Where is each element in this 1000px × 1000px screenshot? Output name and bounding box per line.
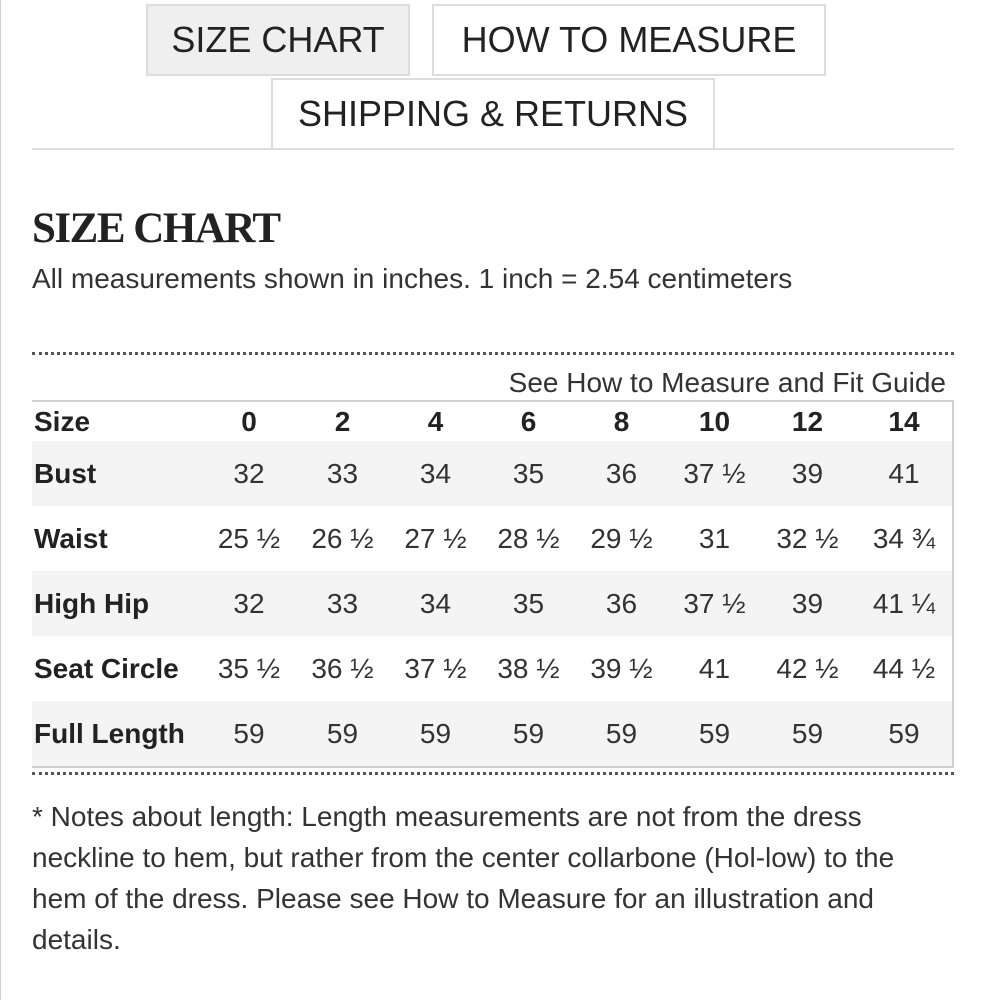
table-cell: 35 [482, 441, 575, 506]
size-header-cell: 8 [613, 405, 630, 437]
size-table [32, 402, 954, 766]
table-cell: 59 [761, 701, 854, 766]
table-cell: 36 [575, 441, 668, 506]
table-cell: 59 [296, 701, 389, 766]
size-header-cell: 10 [698, 405, 731, 437]
table-cell: 37 ½ [404, 652, 467, 684]
tab-shipping-returns[interactable]: SHIPPING & RETURNS [271, 78, 715, 150]
size-header-cell: 12 [791, 405, 824, 437]
section-title: SIZE CHART [32, 205, 280, 252]
table-row [32, 636, 954, 701]
length-note: * Notes about length: Length measurements are not from the dress neckline to hem, but rather from the center collarbone (Hol-low) to the hem of the dress. Please see How to Measure for an illustration and details. [32, 801, 895, 955]
table-cell: 33 [296, 571, 389, 636]
table-cell: 59 [668, 701, 761, 766]
size-header-cell: 6 [520, 405, 537, 437]
table-cell: 31 [698, 522, 731, 554]
row-label: Bust [32, 441, 202, 506]
table-cell: 41 ¼ [854, 571, 954, 636]
table-cell: 41 [854, 441, 954, 506]
table-cell: 41 [698, 652, 731, 684]
table-cell: 38 ½ [497, 652, 560, 684]
header-size-label: Size [34, 405, 91, 437]
table-cell: 33 [296, 441, 389, 506]
table-cell: 25 ½ [217, 522, 281, 554]
table-cell: 59 [202, 701, 296, 766]
table-cell: 27 ½ [404, 522, 467, 554]
table-cell: 59 [482, 701, 575, 766]
table-cell: 39 [761, 571, 854, 636]
table-cell: 37 ½ [668, 441, 761, 506]
table-cell: 32 [202, 571, 296, 636]
table-cell: 28 ½ [497, 522, 560, 554]
table-header-row [32, 402, 954, 441]
row-label: Full Length [32, 701, 202, 766]
size-table-frame [32, 400, 954, 768]
table-row [32, 701, 954, 766]
page-left-border [0, 0, 1, 1000]
size-header-cell: 4 [427, 405, 444, 437]
table-cell: 36 [575, 571, 668, 636]
table-cell: 42 ½ [776, 652, 839, 684]
fit-guide-link[interactable]: See How to Measure and Fit Guide [508, 367, 946, 398]
table-cell: 36 ½ [311, 652, 374, 684]
table-cell: 59 [575, 701, 668, 766]
size-header-cell: 2 [334, 405, 351, 437]
size-header-cell: 0 [241, 405, 257, 437]
table-cell: 37 ½ [668, 571, 761, 636]
table-cell: 34 ¾ [872, 522, 936, 554]
section-subtitle: All measurements shown in inches. 1 inch = 2.54 centimeters [32, 263, 793, 294]
table-cell: 35 ½ [217, 652, 281, 684]
size-header-cell: 14 [888, 405, 920, 437]
tabs-divider [32, 148, 954, 150]
table-row [32, 441, 954, 506]
table-row [32, 506, 954, 571]
dotted-divider-bottom [32, 772, 954, 775]
table-cell: 35 [482, 571, 575, 636]
table-cell: 44 ½ [872, 652, 936, 684]
dotted-divider-top [32, 352, 954, 355]
table-cell: 26 ½ [311, 522, 374, 554]
table-cell: 34 [389, 441, 482, 506]
row-label: Waist [34, 522, 108, 554]
table-cell: 29 ½ [590, 522, 653, 554]
table-cell: 39 ½ [590, 652, 653, 684]
table-cell: 32 [202, 441, 296, 506]
table-cell: 59 [389, 701, 482, 766]
table-cell: 59 [854, 701, 954, 766]
table-cell: 34 [389, 571, 482, 636]
row-label: Seat Circle [34, 652, 179, 684]
tab-size-chart[interactable]: SIZE CHART [146, 4, 410, 76]
table-row [32, 571, 954, 636]
tab-how-to-measure[interactable]: HOW TO MEASURE [432, 4, 826, 76]
table-cell: 39 [761, 441, 854, 506]
row-label: High Hip [32, 571, 202, 636]
table-cell: 32 ½ [776, 522, 839, 554]
